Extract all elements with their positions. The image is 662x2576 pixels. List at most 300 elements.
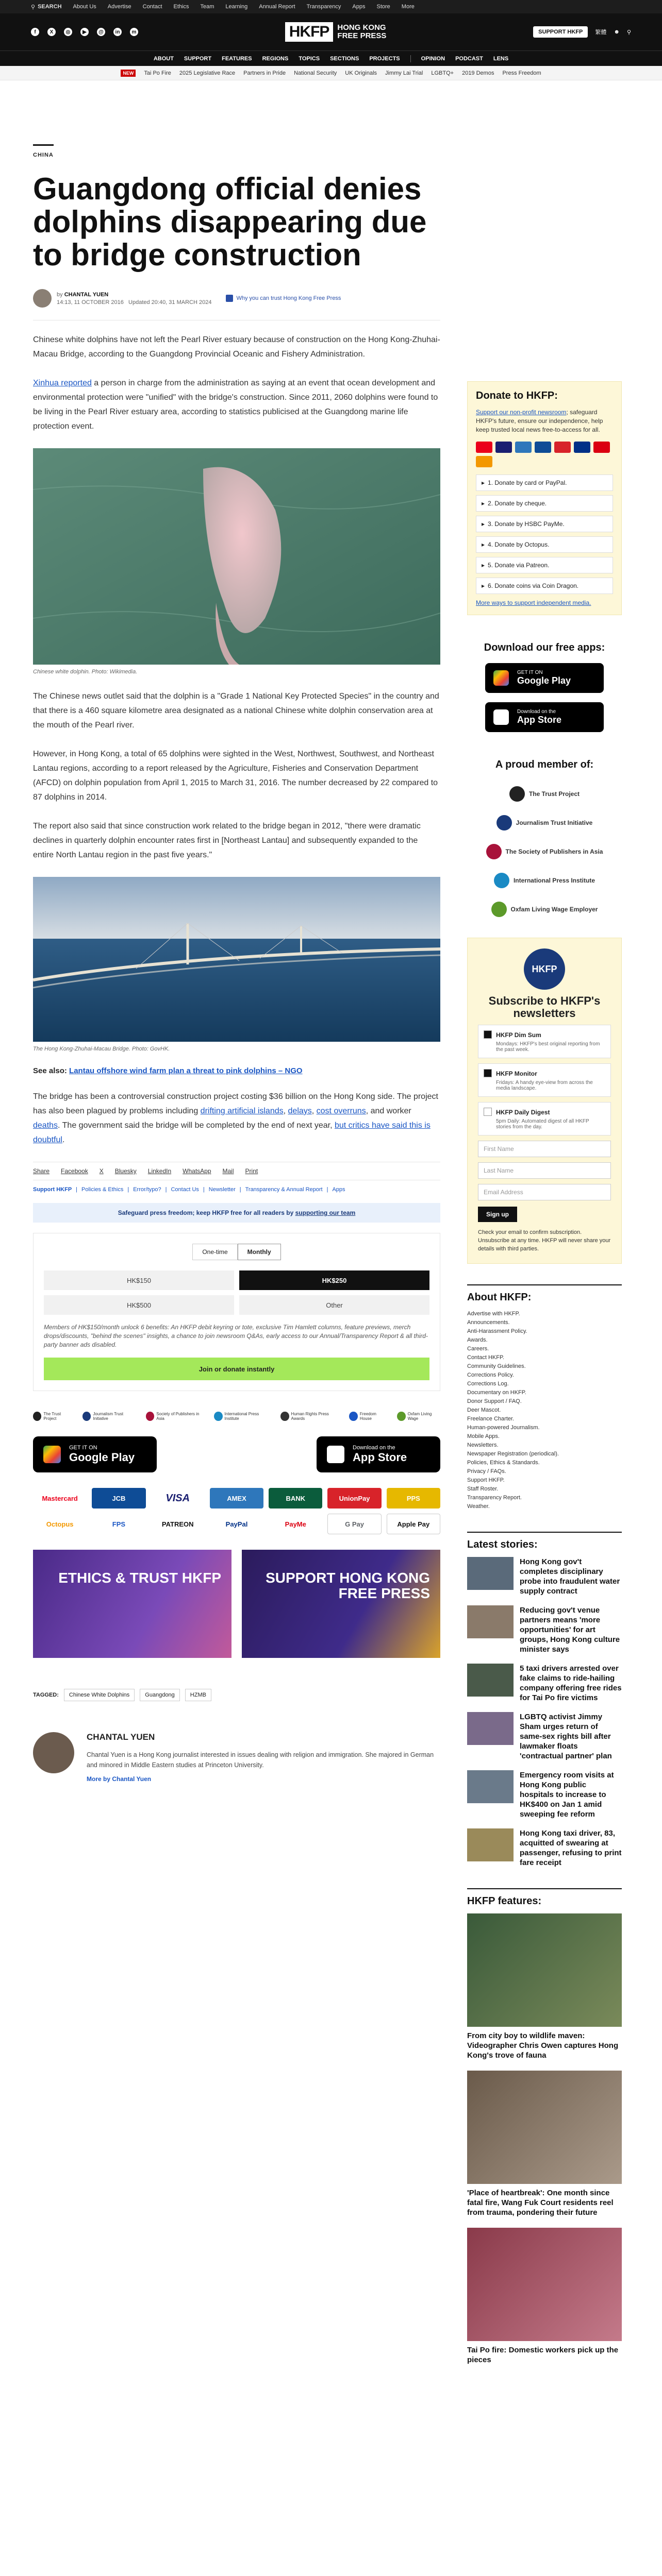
option-desc: 5pm Daily: Automated digest of all HKFP stories from the day.: [496, 1118, 589, 1130]
hrpa-icon: [280, 1412, 289, 1421]
unionpay-icon: [554, 442, 571, 453]
nav-lens[interactable]: LENS: [493, 55, 509, 62]
ipi-icon: [494, 873, 509, 888]
trending-link[interactable]: National Security: [294, 70, 337, 76]
share-facebook[interactable]: Facebook: [61, 1167, 88, 1175]
share-mail[interactable]: Mail: [222, 1167, 234, 1175]
delays-link[interactable]: delays: [288, 1107, 312, 1115]
last-name-field[interactable]: Last Name: [478, 1162, 611, 1179]
story-thumbnail: [467, 1557, 514, 1590]
latest-story[interactable]: [467, 1712, 622, 1761]
footer-link[interactable]: Contact Us: [171, 1187, 199, 1193]
tag[interactable]: HZMB: [185, 1689, 211, 1701]
more-by-author-link[interactable]: More by Chantal Yuen: [87, 1775, 152, 1783]
support-hkfp-button[interactable]: SUPPORT HKFP: [533, 26, 588, 38]
footer-link[interactable]: Error/typo?: [133, 1187, 161, 1193]
trust-project-icon: [509, 786, 525, 802]
one-time-tab[interactable]: One-time: [192, 1244, 237, 1260]
about-link[interactable]: Freelance Charter.: [467, 1416, 515, 1422]
sopa-icon: [486, 844, 502, 859]
nav-about[interactable]: ABOUT: [153, 55, 174, 62]
topbar-ethics[interactable]: Ethics: [173, 4, 189, 10]
donate-method[interactable]: [476, 516, 613, 532]
option-desc: Mondays: HKFP's best original reporting from the past week.: [496, 1041, 600, 1053]
sidebar: [467, 381, 622, 2375]
amex-icon: [515, 442, 532, 453]
amount-option[interactable]: HK$250: [239, 1270, 429, 1290]
about-link[interactable]: Deer Mascot.: [467, 1407, 501, 1413]
story-title: Emergency room visits at Hong Kong public hospitals to increase to HK$400 on Jan 1 amid sweeping fee reform: [520, 1771, 614, 1819]
new-badge: NEW: [121, 70, 136, 77]
paypal-icon: PayPal: [225, 1520, 248, 1528]
partner-logo[interactable]: [146, 1412, 204, 1421]
chevron-right-icon: ▸: [482, 479, 485, 486]
paragraph-text: , and worker: [366, 1107, 411, 1115]
donate-methods: [476, 474, 613, 594]
trending-link[interactable]: 2019 Demos: [462, 70, 494, 76]
share-bar: [33, 1162, 440, 1180]
oxfam-icon: [491, 902, 507, 917]
ipi-icon: [214, 1412, 222, 1421]
paragraph-text: .: [62, 1136, 65, 1144]
partner-logo[interactable]: [82, 1412, 136, 1421]
chevron-right-icon: ▸: [482, 520, 485, 528]
promo-text: Safeguard press freedom; keep HKFP free for all readers by: [118, 1209, 295, 1216]
search-label: SEARCH: [38, 4, 62, 10]
trust-icon: [226, 295, 233, 302]
see-also: [33, 1066, 440, 1075]
feature-story[interactable]: [467, 1913, 622, 2060]
newsletter-note: Check your email to confirm subscription. Unsubscribe at any time. HKFP will never share your details with third parties.: [478, 1229, 611, 1252]
xinhua-link[interactable]: Xinhua reported: [33, 379, 92, 387]
share-print[interactable]: Print: [245, 1167, 258, 1175]
jcb-icon: JCB: [92, 1488, 145, 1509]
frequency-toggle: [44, 1244, 429, 1260]
fps-icon: FPS: [112, 1520, 126, 1528]
footer-link[interactable]: Transparency & Annual Report: [245, 1187, 323, 1193]
hkfp-logo: HKFP: [524, 948, 565, 990]
photo-caption: The Hong Kong-Zhuhai-Macau Bridge. Photo: GovHK.: [33, 1046, 170, 1052]
google-play-icon: [43, 1446, 61, 1463]
paragraph: Chinese white dolphins have not left the Pearl River estuary because of construction on the Hong Kong-Zhuhai-Macau Bridge, according to the Guangdong Provincial Oceanic and Fishery Administration.: [33, 335, 440, 359]
support-banner[interactable]: [242, 1550, 440, 1658]
gpay-icon: G Pay: [327, 1514, 381, 1534]
promo-bar: [33, 1203, 440, 1223]
ethics-banner-text: ETHICS & TRUST HKFP: [58, 1570, 221, 1586]
features-title: HKFP features:: [467, 1888, 622, 1907]
article-title: Guangdong official denies dolphins disappearing due to bridge construction: [33, 172, 427, 272]
partner-name: International Press Institute: [224, 1412, 259, 1421]
donate-method[interactable]: [476, 474, 613, 491]
trending-link[interactable]: UK Originals: [345, 70, 377, 76]
first-name-field[interactable]: First Name: [478, 1141, 611, 1157]
latest-story[interactable]: [467, 1664, 622, 1703]
article-footer-links: Support HKFP | Policies & Ethics | Error/typo? | Contact Us | Newsletter | Transparency & Annual Report | Apps: [33, 1187, 345, 1193]
topbar-about[interactable]: About Us: [73, 4, 96, 10]
option-title: HKFP Daily Digest: [496, 1109, 550, 1116]
member-logo[interactable]: [494, 873, 595, 888]
feature-title: Tai Po fire: Domestic workers pick up the pieces: [467, 2346, 619, 2364]
partner-logo[interactable]: [33, 1412, 72, 1421]
latest-story[interactable]: [467, 1828, 622, 1868]
see-also-label: See also:: [33, 1066, 67, 1075]
app-store-buttons: [33, 1436, 440, 1472]
mastercard-icon: [476, 442, 492, 453]
about-link[interactable]: Staff Roster.: [467, 1486, 499, 1492]
feature-story[interactable]: [467, 2228, 622, 2365]
topbar-apps[interactable]: Apps: [352, 4, 366, 10]
by-label: by: [57, 291, 63, 298]
topbar-annual-report[interactable]: Annual Report: [259, 4, 295, 10]
nav-opinion[interactable]: OPINION: [421, 55, 445, 62]
story-title: Reducing gov't venue partners means 'more opportunities' for art groups, Hong Kong culture minister says: [520, 1606, 620, 1654]
partner-name: Freedom House: [359, 1412, 376, 1421]
method-label: 5. Donate via Patreon.: [488, 562, 550, 569]
paragraph: However, in Hong Kong, a total of 65 dolphins were sighted in the West, Northwest, Southwest, and Northeast Lantau regions, according to a report released by the Agriculture, Fisheries and Conservation Department (AFCD) on dolphin population from April 1, 2015 to March 31, 2016. The number decreased by 22 compared to 87 dolphins in 2014.: [33, 750, 438, 802]
payment-logos: [33, 1488, 440, 1534]
latest-story[interactable]: [467, 1605, 622, 1654]
about-link[interactable]: Human-powered Journalism.: [467, 1425, 540, 1431]
donate-method[interactable]: [476, 495, 613, 512]
tag-list: [33, 1689, 440, 1701]
partner-name: Oxfam Living Wage: [407, 1412, 432, 1421]
bridge-photo[interactable]: [33, 877, 440, 1042]
jti-icon: [82, 1412, 91, 1421]
app-store-button[interactable]: [317, 1436, 440, 1472]
about-link[interactable]: Transparency Report.: [467, 1495, 522, 1501]
about-link[interactable]: Support HKFP.: [467, 1477, 505, 1483]
oxfam-icon: [397, 1412, 405, 1421]
language-switch[interactable]: 繁體: [595, 29, 607, 36]
x-icon[interactable]: X: [47, 28, 56, 36]
store-small: GET IT ON: [69, 1445, 97, 1451]
sopa-icon: [146, 1412, 154, 1421]
member-name: The Trust Project: [528, 790, 580, 798]
store-small: Download on the: [517, 709, 556, 715]
feature-image: [467, 2071, 622, 2184]
about-link[interactable]: Mobile Apps.: [467, 1433, 500, 1439]
nav-projects[interactable]: PROJECTS: [369, 55, 400, 62]
threads-icon[interactable]: @: [97, 28, 105, 36]
payme-icon: PayMe: [285, 1520, 306, 1528]
paypal-icon: [574, 442, 590, 453]
pps-icon: PPS: [387, 1488, 440, 1509]
author-name[interactable]: CHANTAL YUEN: [87, 1732, 155, 1742]
trending-link[interactable]: Jimmy Lai Trial: [385, 70, 423, 76]
topbar-advertise[interactable]: Advertise: [107, 4, 131, 10]
cost-overruns-link[interactable]: cost overruns: [316, 1107, 366, 1115]
freedom-house-icon: [349, 1412, 357, 1421]
article-category[interactable]: CHINA: [33, 144, 54, 158]
nav-podcast[interactable]: PODCAST: [455, 55, 483, 62]
newsletter-box: [467, 938, 622, 1264]
youtube-icon[interactable]: ▶: [80, 28, 89, 36]
deaths-link[interactable]: deaths: [33, 1121, 58, 1130]
donate-method[interactable]: [476, 578, 613, 594]
partner-logo[interactable]: [214, 1412, 270, 1421]
about-link[interactable]: Anti-Harassment Policy.: [467, 1328, 527, 1334]
about-link[interactable]: Policies, Ethics & Standards.: [467, 1460, 540, 1466]
amex-icon: AMEX: [210, 1488, 263, 1509]
member-name: International Press Institute: [513, 877, 595, 884]
mastercard-icon: Mastercard: [42, 1494, 78, 1502]
author-link[interactable]: CHANTAL YUEN: [64, 291, 109, 298]
member-name: The Society of Publishers in Asia: [505, 848, 603, 855]
monthly-tab[interactable]: Monthly: [238, 1244, 281, 1260]
amount-option[interactable]: HK$500: [44, 1295, 234, 1315]
paragraph: [33, 376, 440, 434]
trending-link[interactable]: Partners in Pride: [243, 70, 286, 76]
about-link[interactable]: Weather.: [467, 1503, 490, 1510]
latest-story[interactable]: [467, 1557, 622, 1596]
member-logo[interactable]: [486, 844, 603, 859]
nav-topics[interactable]: TOPICS: [299, 55, 320, 62]
feature-title: 'Place of heartbreak': One month since fatal fire, Wang Fuk Court residents reel from trauma, pondering their future: [467, 2189, 614, 2217]
about-link[interactable]: Announcements.: [467, 1319, 510, 1326]
partner-logos: [33, 1412, 440, 1421]
topbar-more[interactable]: More: [401, 4, 415, 10]
method-label: 3. Donate by HSBC PayMe.: [488, 520, 565, 528]
share-linkedin[interactable]: LinkedIn: [147, 1167, 172, 1175]
updated-date: Updated 20:40, 31 MARCH 2024: [128, 299, 212, 306]
about-link[interactable]: Privacy / FAQs.: [467, 1468, 506, 1475]
checkbox[interactable]: [484, 1069, 492, 1077]
newsletter-option[interactable]: [478, 1025, 611, 1058]
checkbox[interactable]: [484, 1030, 492, 1039]
partner-logo[interactable]: [397, 1412, 440, 1421]
partner-name: Human Rights Press Awards: [291, 1412, 329, 1421]
top-utility-bar: [0, 0, 662, 13]
nav-regions[interactable]: REGIONS: [262, 55, 289, 62]
logo-mark: HKFP: [285, 22, 334, 42]
donate-box: [467, 381, 622, 615]
author-bio: Chantal Yuen is a Hong Kong journalist interested in issues dealing with religion and immigration. She majored in German and minored in Middle Eastern studies at Princeton University.: [87, 1751, 434, 1769]
visa-icon: [495, 442, 512, 453]
amount-options: [44, 1270, 429, 1315]
member-logo[interactable]: [496, 815, 593, 831]
member-name: Journalism Trust Initiative: [516, 819, 593, 826]
amount-option[interactable]: HK$150: [44, 1270, 234, 1290]
member-logo[interactable]: [491, 902, 598, 917]
about-title: About HKFP:: [467, 1284, 622, 1303]
about-link[interactable]: Advertise with HKFP.: [467, 1311, 520, 1317]
method-label: 6. Donate coins via Coin Dragon.: [488, 582, 579, 589]
jcb-icon: [535, 442, 551, 453]
apple-icon: [493, 709, 509, 725]
store-name: App Store: [517, 715, 562, 725]
newsletter-option[interactable]: [478, 1063, 611, 1097]
octopus-icon: Octopus: [46, 1520, 74, 1528]
member-logo[interactable]: [509, 786, 580, 802]
about-link[interactable]: Documentary on HKFP.: [467, 1389, 526, 1396]
feature-image: [467, 2228, 622, 2341]
see-also-link[interactable]: Lantau offshore wind farm plan a threat to pink dolphins – NGO: [69, 1066, 303, 1075]
chevron-right-icon: ▸: [482, 562, 485, 569]
support-banner-text: SUPPORT HONG KONG FREE PRESS: [266, 1570, 430, 1601]
method-label: 4. Donate by Octopus.: [488, 541, 550, 548]
trending-link[interactable]: Press Freedom: [502, 70, 541, 76]
share-whatsapp[interactable]: WhatsApp: [183, 1167, 211, 1175]
google-play-button[interactable]: [485, 663, 604, 693]
main-nav: [0, 50, 662, 66]
checkbox[interactable]: [484, 1108, 492, 1116]
about-link[interactable]: Newspaper Registration (periodical).: [467, 1451, 559, 1457]
email-field[interactable]: Email Address: [478, 1184, 611, 1200]
partner-logo[interactable]: [280, 1412, 339, 1421]
member-title: A proud member of:: [495, 759, 594, 770]
footer-link[interactable]: Support HKFP: [33, 1187, 72, 1193]
chevron-right-icon: ▸: [482, 541, 485, 548]
more-ways-link[interactable]: More ways to support independent media.: [476, 599, 591, 606]
paragraph-text: . The government said the bridge will be completed by the end of next year,: [58, 1121, 335, 1130]
author-avatar[interactable]: [33, 289, 52, 308]
logo-line2: FREE PRESS: [337, 31, 387, 40]
paragraph: The report also said that since construction work related to the bridge began in 2012, "there were dramatic declines in quarterly dolphin encounter rates first in [Northeast Lantau] and subsequently expanded to the entire North Lantau region in the past five years.": [33, 822, 421, 859]
nonprofit-link[interactable]: Support our non-profit newsroom: [476, 409, 567, 416]
apps-title: Download our free apps:: [484, 642, 605, 653]
payme-icon: [593, 442, 610, 453]
latest-story[interactable]: [467, 1770, 622, 1819]
trust-link[interactable]: [226, 295, 341, 302]
topbar-contact[interactable]: Contact: [142, 4, 162, 10]
google-play-button[interactable]: [33, 1436, 157, 1472]
promo-banners: [33, 1550, 440, 1658]
dolphin-photo[interactable]: [33, 448, 440, 665]
tag[interactable]: Guangdong: [140, 1689, 180, 1701]
bridge-image: [33, 877, 440, 1042]
linkedin-icon[interactable]: in: [113, 28, 122, 36]
nav-support[interactable]: SUPPORT: [184, 55, 212, 62]
signup-button[interactable]: Sign up: [478, 1207, 517, 1222]
store-name: Google Play: [517, 675, 571, 686]
nav-divider: [410, 55, 411, 62]
site-logo[interactable]: [285, 22, 387, 42]
topbar-transparency[interactable]: Transparency: [306, 4, 341, 10]
card-logos: [476, 442, 613, 467]
site-header: [0, 13, 662, 50]
footer-link[interactable]: Apps: [332, 1187, 345, 1193]
story-title: LGBTQ activist Jimmy Sham urges return of same-sex rights bill after lawmaker floats 'contractual partner' plan: [520, 1713, 612, 1760]
trending-link[interactable]: Tai Po Fire: [144, 70, 171, 76]
footer-link[interactable]: Newsletter: [208, 1187, 236, 1193]
about-link[interactable]: Contact HKFP.: [467, 1354, 504, 1361]
nav-features[interactable]: FEATURES: [222, 55, 252, 62]
paragraph: The Chinese news outlet said that the dolphin is a "Grade 1 National Key Protected Species" in the country and that there is a 460 square kilometre area designated as a national Chinese white dolphin conservation area at the mouth of the Pearl river.: [33, 692, 439, 730]
nav-sections[interactable]: SECTIONS: [330, 55, 359, 62]
drifting-islands-link[interactable]: drifting artificial islands: [200, 1107, 284, 1115]
author-box: [33, 1732, 440, 1783]
search-icon[interactable]: ⚲: [626, 29, 631, 36]
user-icon[interactable]: ☻: [614, 29, 620, 35]
donate-benefits: Members of HK$150/month unlock 6 benefits: An HKFP debit keyring or tote, exclusive Tim Hamlett columns, feature previews, merch drops/discounts, "behind the scenes" insights, a chance to join newsroom Q&As, early access to our Annual/Transparency Report & all third-party banner ads disabled.: [44, 1324, 428, 1348]
story-thumbnail: [467, 1770, 514, 1803]
partner-name: Society of Publishers in Asia: [156, 1412, 200, 1421]
search-link[interactable]: ⚲ SEARCH: [31, 4, 62, 10]
member-name: Oxfam Living Wage Employer: [510, 906, 598, 913]
patreon-icon: PATREON: [161, 1520, 194, 1528]
story-title: Hong Kong taxi driver, 83, acquitted of swearing at passenger, refusing to print fare receipt: [520, 1829, 622, 1867]
share-label[interactable]: Share: [33, 1167, 50, 1175]
promo-link[interactable]: supporting our team: [295, 1209, 356, 1216]
bank-icon: BANK: [269, 1488, 322, 1509]
feature-title: From city boy to wildlife maven: Videographer Chris Owen captures Hong Kong's trove of fauna: [467, 2031, 619, 2060]
partner-logo[interactable]: [349, 1412, 387, 1421]
author-photo[interactable]: [33, 1732, 74, 1773]
option-title: HKFP Monitor: [496, 1070, 537, 1077]
newsletter-option[interactable]: [478, 1102, 611, 1136]
logo-line1: HONG KONG: [337, 23, 386, 32]
mastodon-icon[interactable]: m: [130, 28, 138, 36]
donate-button[interactable]: Join or donate instantly: [44, 1358, 429, 1380]
story-thumbnail: [467, 1712, 514, 1745]
donate-desc: ; safeguard HKFP's future, ensure our independence, help keep trusted local news free-to-access for all.: [476, 409, 603, 433]
topbar-learning[interactable]: Learning: [225, 4, 248, 10]
about-link[interactable]: Corrections Policy.: [467, 1372, 514, 1378]
paragraph-text: a person in charge from the administration as saying at an event that ocean development and environmental protection were "unified" with the bridge's construction. Since 2011, 2060 dolphins were found to be living in the Pearl River estuary area, according to statistics publicised at the Guangdong marine life protection event.: [33, 379, 438, 431]
app-store-button[interactable]: [485, 702, 604, 732]
topbar-store[interactable]: Store: [376, 4, 390, 10]
amount-option[interactable]: Other: [239, 1295, 429, 1315]
store-small: Download on the: [353, 1445, 395, 1451]
trust-project-icon: [33, 1412, 41, 1421]
member-logos: [467, 786, 622, 917]
latest-list: [467, 1557, 622, 1868]
about-link[interactable]: Newsletters.: [467, 1442, 499, 1448]
partner-name: Journalism Trust Initiative: [93, 1412, 124, 1421]
ethics-banner[interactable]: [33, 1550, 231, 1658]
store-name: Google Play: [69, 1451, 135, 1464]
about-link[interactable]: Careers.: [467, 1346, 489, 1352]
about-link[interactable]: Community Guidelines.: [467, 1363, 526, 1369]
unionpay-icon: UnionPay: [327, 1488, 381, 1509]
tags-label: TAGGED:: [33, 1692, 59, 1698]
partner-name: The Trust Project: [43, 1412, 61, 1421]
about-list: [467, 1310, 622, 1511]
share-x[interactable]: X: [99, 1167, 104, 1175]
donate-method[interactable]: [476, 557, 613, 573]
footer-link[interactable]: Policies & Ethics: [81, 1187, 124, 1193]
chevron-right-icon: ▸: [482, 582, 485, 589]
method-label: 2. Donate by cheque.: [488, 500, 547, 507]
donate-method[interactable]: [476, 536, 613, 553]
paragraph: The bridge has been a controversial construction project costing $36 billion on the Hong Kong side. The project has also been plagued by problems including drifting artificial islands, delays, cost overruns, and worker deaths. The government said the bridge will be completed by the end of next year, but critics have said this is doubtful.: [33, 1092, 438, 1144]
trending-link[interactable]: 2025 Legislative Race: [179, 70, 236, 76]
share-bluesky[interactable]: Bluesky: [114, 1167, 137, 1175]
story-title: 5 taxi drivers arrested over fake claims to ride-hailing company offering free rides for Tai Po fire victims: [520, 1664, 622, 1702]
applepay-icon: Apple Pay: [387, 1514, 440, 1534]
latest-title: Latest stories:: [467, 1532, 622, 1551]
topbar-team[interactable]: Team: [200, 4, 214, 10]
jti-icon: [496, 815, 512, 831]
about-link[interactable]: Awards.: [467, 1337, 488, 1343]
features-list: [467, 1913, 622, 2365]
octopus-icon: [476, 456, 492, 467]
about-link[interactable]: Corrections Log.: [467, 1381, 509, 1387]
feature-story[interactable]: [467, 2071, 622, 2217]
instagram-icon[interactable]: ◎: [64, 28, 72, 36]
donate-text: [476, 408, 613, 434]
paragraph-text: The bridge has been a controversial construction project costing $36 billion on the Hong Kong side. The project has also been plagued by problems including: [33, 1092, 438, 1115]
about-link[interactable]: Donor Support / FAQ.: [467, 1398, 522, 1404]
google-play-icon: [493, 670, 509, 686]
facebook-icon[interactable]: f: [31, 28, 39, 36]
trending-link[interactable]: LGBTQ+: [431, 70, 454, 76]
chevron-right-icon: ▸: [482, 500, 485, 507]
logo-text: [337, 24, 386, 40]
donate-title: Donate to HKFP:: [476, 390, 558, 401]
critics-link[interactable]: but critics have said this is doubtful: [33, 1121, 431, 1144]
tag[interactable]: Chinese White Dolphins: [64, 1689, 135, 1701]
